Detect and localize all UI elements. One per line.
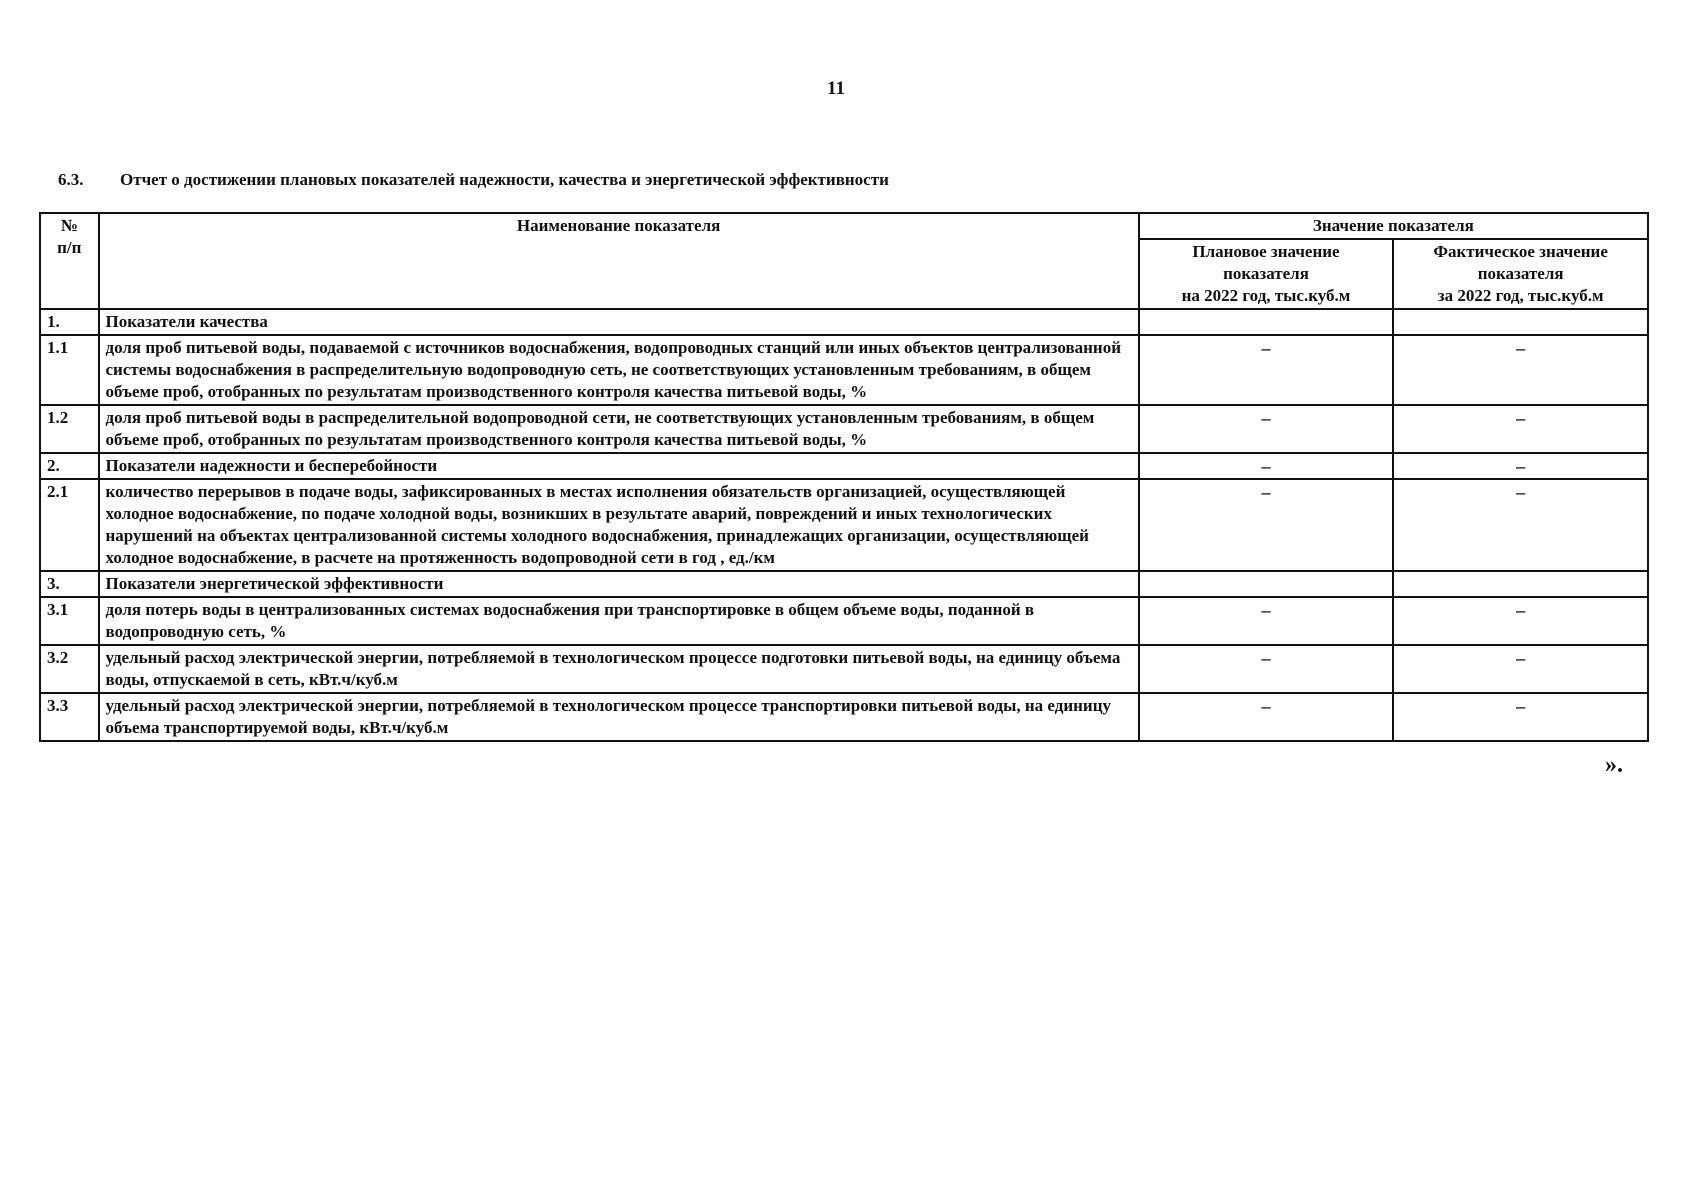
row-plan-value: –: [1139, 335, 1394, 405]
header-plan: [1139, 239, 1394, 309]
header-num-text: № п/п: [57, 216, 82, 257]
row-fact-value: –: [1393, 405, 1648, 453]
closing-quote-mark: ».: [1605, 752, 1623, 778]
table-row: [40, 571, 1648, 597]
row-plan-value: –: [1139, 597, 1394, 645]
row-plan-value: –: [1139, 479, 1394, 571]
row-plan-value: [1139, 571, 1394, 597]
row-number: 1.1: [40, 335, 99, 405]
row-fact-value: [1393, 309, 1648, 335]
row-fact-value: –: [1393, 453, 1648, 479]
row-indicator-name: удельный расход электрической энергии, потребляемой в технологическом процессе подготовки питьевой воды, на единицу объема воды, отпускаемой в сеть, кВт.ч/куб.м: [99, 645, 1139, 693]
header-name: Наименование показателя: [99, 213, 1139, 309]
row-number: 2.: [40, 453, 99, 479]
table-row: [40, 479, 1648, 571]
section-number: 6.3.: [58, 170, 84, 189]
row-number: 3.: [40, 571, 99, 597]
row-indicator-name: Показатели качества: [99, 309, 1139, 335]
row-indicator-name: количество перерывов в подаче воды, зафиксированных в местах исполнения обязательств организацией, осуществляющей холодное водоснабжение, по подаче холодной воды, возникших в результате аварий, повреждений и иных технологических нарушений на объектах централизованной системы холодного водоснабжения, принадлежащих организации, осуществляющей холодное водоснабжение, в расчете на протяженность водопроводной сети в год , ед./км: [99, 479, 1139, 571]
row-indicator-name: Показатели энергетической эффективности: [99, 571, 1139, 597]
row-number: 1.: [40, 309, 99, 335]
header-value-group: Значение показателя: [1139, 213, 1648, 239]
table-row: [40, 405, 1648, 453]
header-plan-text: Плановое значение показателя на 2022 год, тыс.куб.м: [1181, 242, 1351, 305]
table-row: [40, 693, 1648, 741]
row-fact-value: –: [1393, 597, 1648, 645]
row-plan-value: [1139, 309, 1394, 335]
table-row: [40, 335, 1648, 405]
row-number: 3.2: [40, 645, 99, 693]
header-fact: [1393, 239, 1648, 309]
row-number: 3.1: [40, 597, 99, 645]
table-row: [40, 645, 1648, 693]
row-indicator-name: Показатели надежности и бесперебойности: [99, 453, 1139, 479]
row-number: 2.1: [40, 479, 99, 571]
row-plan-value: –: [1139, 693, 1394, 741]
section-title: Отчет о достижении плановых показателей надежности, качества и энергетической эффективности: [120, 170, 889, 189]
row-number: 3.3: [40, 693, 99, 741]
table-row: [40, 453, 1648, 479]
row-indicator-name: удельный расход электрической энергии, потребляемой в технологическом процессе транспортировки питьевой воды, на единицу объема транспортируемой воды, кВт.ч/куб.м: [99, 693, 1139, 741]
table-row: [40, 309, 1648, 335]
row-plan-value: –: [1139, 453, 1394, 479]
row-fact-value: –: [1393, 479, 1648, 571]
indicators-table: [39, 212, 1649, 742]
row-fact-value: –: [1393, 335, 1648, 405]
header-fact-text: Фактическое значение показателя за 2022 год, тыс.куб.м: [1433, 242, 1608, 305]
row-indicator-name: доля проб питьевой воды в распределительной водопроводной сети, не соответствующих установленным требованиям, в общем объеме проб, отобранных по результатам производственного контроля качества питьевой воды, %: [99, 405, 1139, 453]
row-fact-value: [1393, 571, 1648, 597]
table-row: [40, 597, 1648, 645]
table-body: [40, 309, 1648, 741]
row-fact-value: –: [1393, 693, 1648, 741]
row-plan-value: –: [1139, 405, 1394, 453]
header-num: [40, 213, 99, 309]
row-number: 1.2: [40, 405, 99, 453]
row-indicator-name: доля потерь воды в централизованных системах водоснабжения при транспортировке в общем объеме воды, поданной в водопроводную сеть, %: [99, 597, 1139, 645]
section-heading: [58, 170, 889, 190]
row-plan-value: –: [1139, 645, 1394, 693]
page-number: 11: [827, 78, 845, 99]
header-row: [40, 213, 1648, 239]
row-fact-value: –: [1393, 645, 1648, 693]
row-indicator-name: доля проб питьевой воды, подаваемой с источников водоснабжения, водопроводных станций или иных объектов централизованной системы водоснабжения в распределительную водопроводную сеть, не соответствующих установленным требованиям, в общем объеме проб, отобранных по результатам производственного контроля качества питьевой воды, %: [99, 335, 1139, 405]
